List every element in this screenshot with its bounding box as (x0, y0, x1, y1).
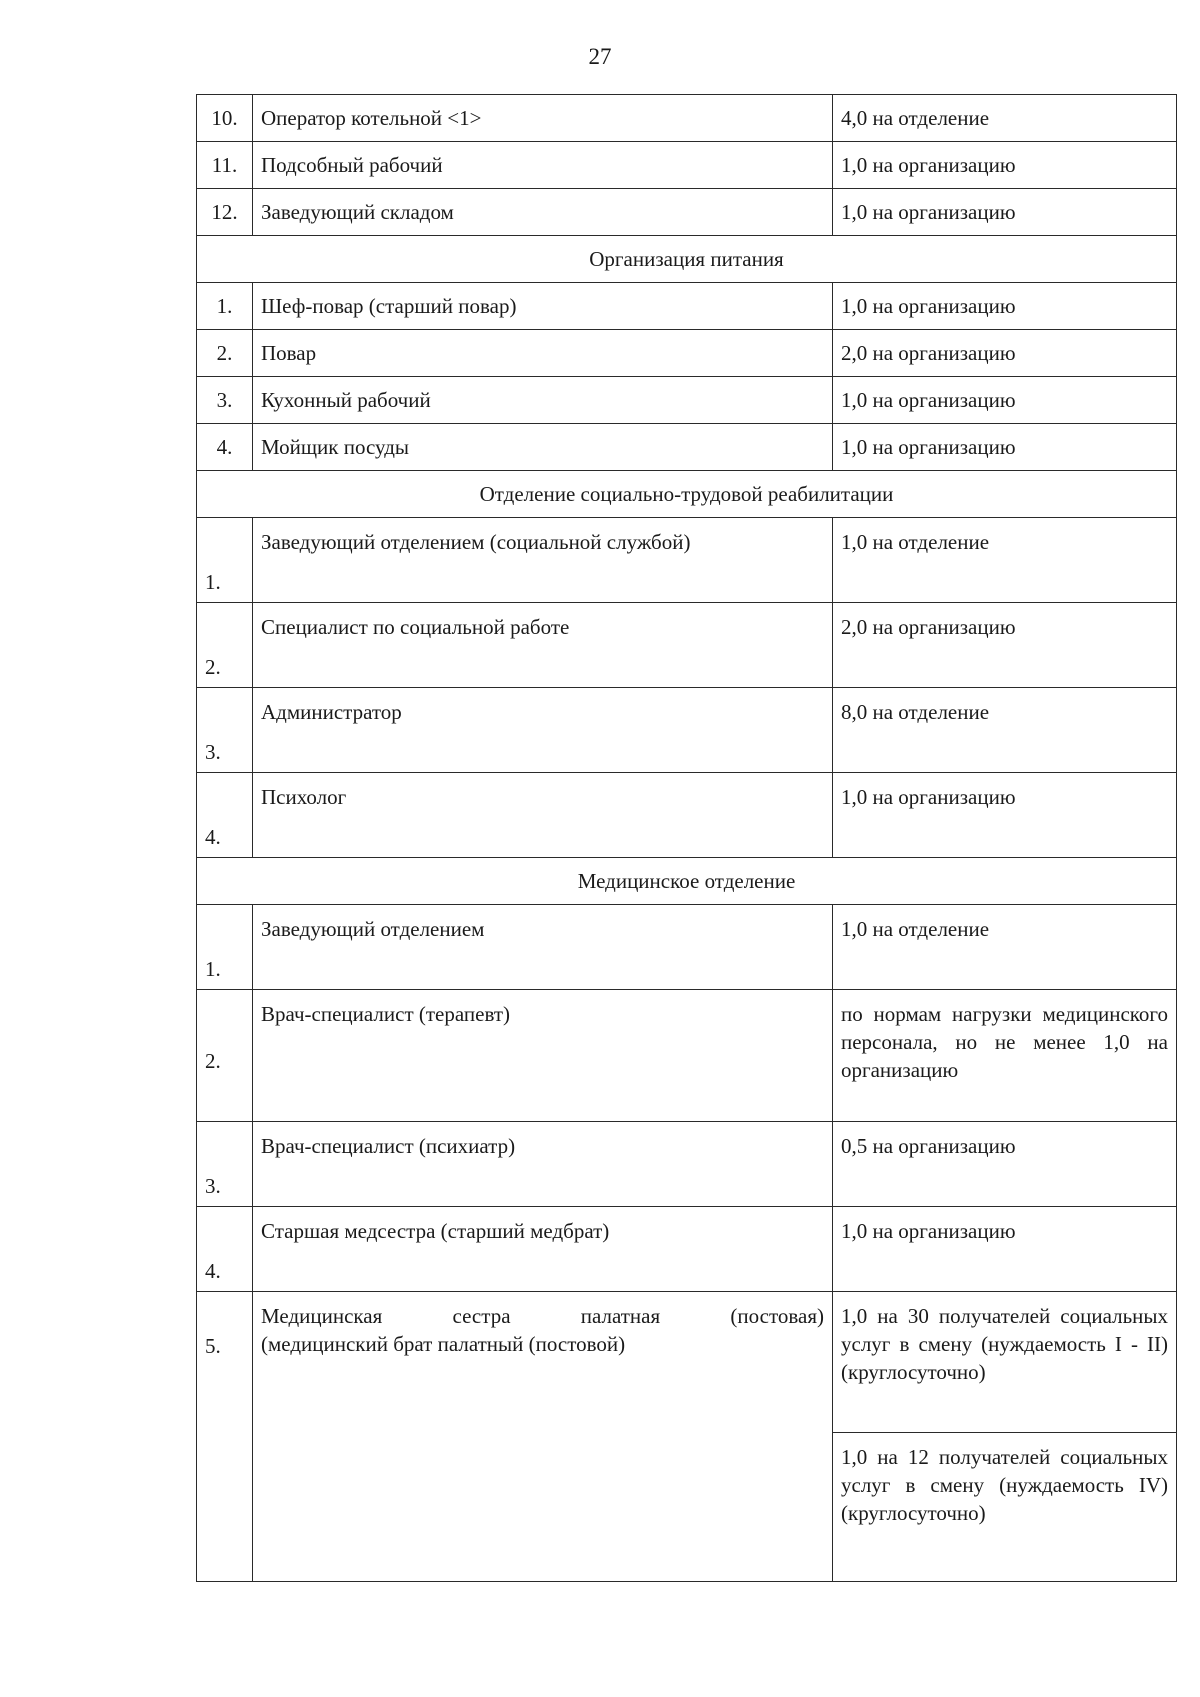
page-number: 27 (588, 44, 612, 69)
position-name: Специалист по социальной работе (253, 603, 833, 688)
row-number: 1. (197, 905, 253, 990)
position-name: Оператор котельной <1> (253, 95, 833, 142)
position-name: Администратор (253, 688, 833, 773)
section-title: Организация питания (197, 236, 1177, 283)
row-number: 10. (197, 95, 253, 142)
staff-norm: 2,0 на организацию (833, 603, 1177, 688)
staffing-table (196, 94, 1177, 1582)
section-header-social (197, 471, 1177, 518)
table-row (197, 990, 1177, 1122)
row-number: 3. (197, 688, 253, 773)
staff-norm: 1,0 на 12 получателей социальных услуг в смену (нуждаемость IV) (круглосуточно) (833, 1433, 1177, 1582)
table-row (197, 688, 1177, 773)
row-number: 4. (197, 424, 253, 471)
table-row (197, 330, 1177, 377)
position-name: Кухонный рабочий (253, 377, 833, 424)
staff-norm: 1,0 на организацию (833, 142, 1177, 189)
table-row (197, 1122, 1177, 1207)
table-row (197, 424, 1177, 471)
table-row (197, 518, 1177, 603)
table-row (197, 773, 1177, 858)
position-name: Психолог (253, 773, 833, 858)
table-row (197, 142, 1177, 189)
staff-norm: 2,0 на организацию (833, 330, 1177, 377)
position-name-line1: Медицинская сестра палатная (постовая) (261, 1304, 824, 1328)
position-name: Старшая медсестра (старший медбрат) (253, 1207, 833, 1292)
staff-norm: 1,0 на организацию (833, 773, 1177, 858)
row-number: 4. (197, 1207, 253, 1292)
staff-norm: 8,0 на отделение (833, 688, 1177, 773)
table-row (197, 377, 1177, 424)
row-number: 1. (197, 518, 253, 603)
row-number: 1. (197, 283, 253, 330)
row-number: 2. (197, 603, 253, 688)
row-number: 2. (197, 990, 253, 1122)
staff-norm: 1,0 на 30 получателей социальных услуг в смену (нуждаемость I - II) (круглосуточно) (833, 1292, 1177, 1433)
row-number: 11. (197, 142, 253, 189)
row-number: 3. (197, 1122, 253, 1207)
position-name (253, 1292, 833, 1582)
staff-norm: 1,0 на отделение (833, 905, 1177, 990)
table-row (197, 283, 1177, 330)
position-name: Заведующий отделением (социальной службой) (253, 518, 833, 603)
row-number: 3. (197, 377, 253, 424)
table-row (197, 905, 1177, 990)
section-title: Медицинское отделение (197, 858, 1177, 905)
staff-norm: 1,0 на организацию (833, 424, 1177, 471)
staff-norm: 0,5 на организацию (833, 1122, 1177, 1207)
table-row (197, 603, 1177, 688)
staff-norm: 1,0 на отделение (833, 518, 1177, 603)
section-header-food (197, 236, 1177, 283)
table-row (197, 1207, 1177, 1292)
position-name: Заведующий складом (253, 189, 833, 236)
staff-norm: по нормам нагрузки медицинского персонала, но не менее 1,0 на организацию (833, 990, 1177, 1122)
position-name: Мойщик посуды (253, 424, 833, 471)
position-name: Подсобный рабочий (253, 142, 833, 189)
table-row (197, 189, 1177, 236)
section-header-medical (197, 858, 1177, 905)
table-row (197, 1292, 1177, 1433)
position-name: Шеф-повар (старший повар) (253, 283, 833, 330)
row-number: 5. (197, 1292, 253, 1582)
row-number: 4. (197, 773, 253, 858)
section-title: Отделение социально-трудовой реабилитации (197, 471, 1177, 518)
staff-norm: 1,0 на организацию (833, 189, 1177, 236)
row-number: 2. (197, 330, 253, 377)
position-name: Врач-специалист (терапевт) (253, 990, 833, 1122)
row-number: 12. (197, 189, 253, 236)
position-name: Повар (253, 330, 833, 377)
table-row (197, 95, 1177, 142)
position-name: Врач-специалист (психиатр) (253, 1122, 833, 1207)
staff-norm: 1,0 на организацию (833, 1207, 1177, 1292)
staff-norm: 4,0 на отделение (833, 95, 1177, 142)
staff-norm: 1,0 на организацию (833, 377, 1177, 424)
staff-norm: 1,0 на организацию (833, 283, 1177, 330)
position-name: Заведующий отделением (253, 905, 833, 990)
position-name-line2: (медицинский брат палатный (постовой) (261, 1332, 626, 1356)
